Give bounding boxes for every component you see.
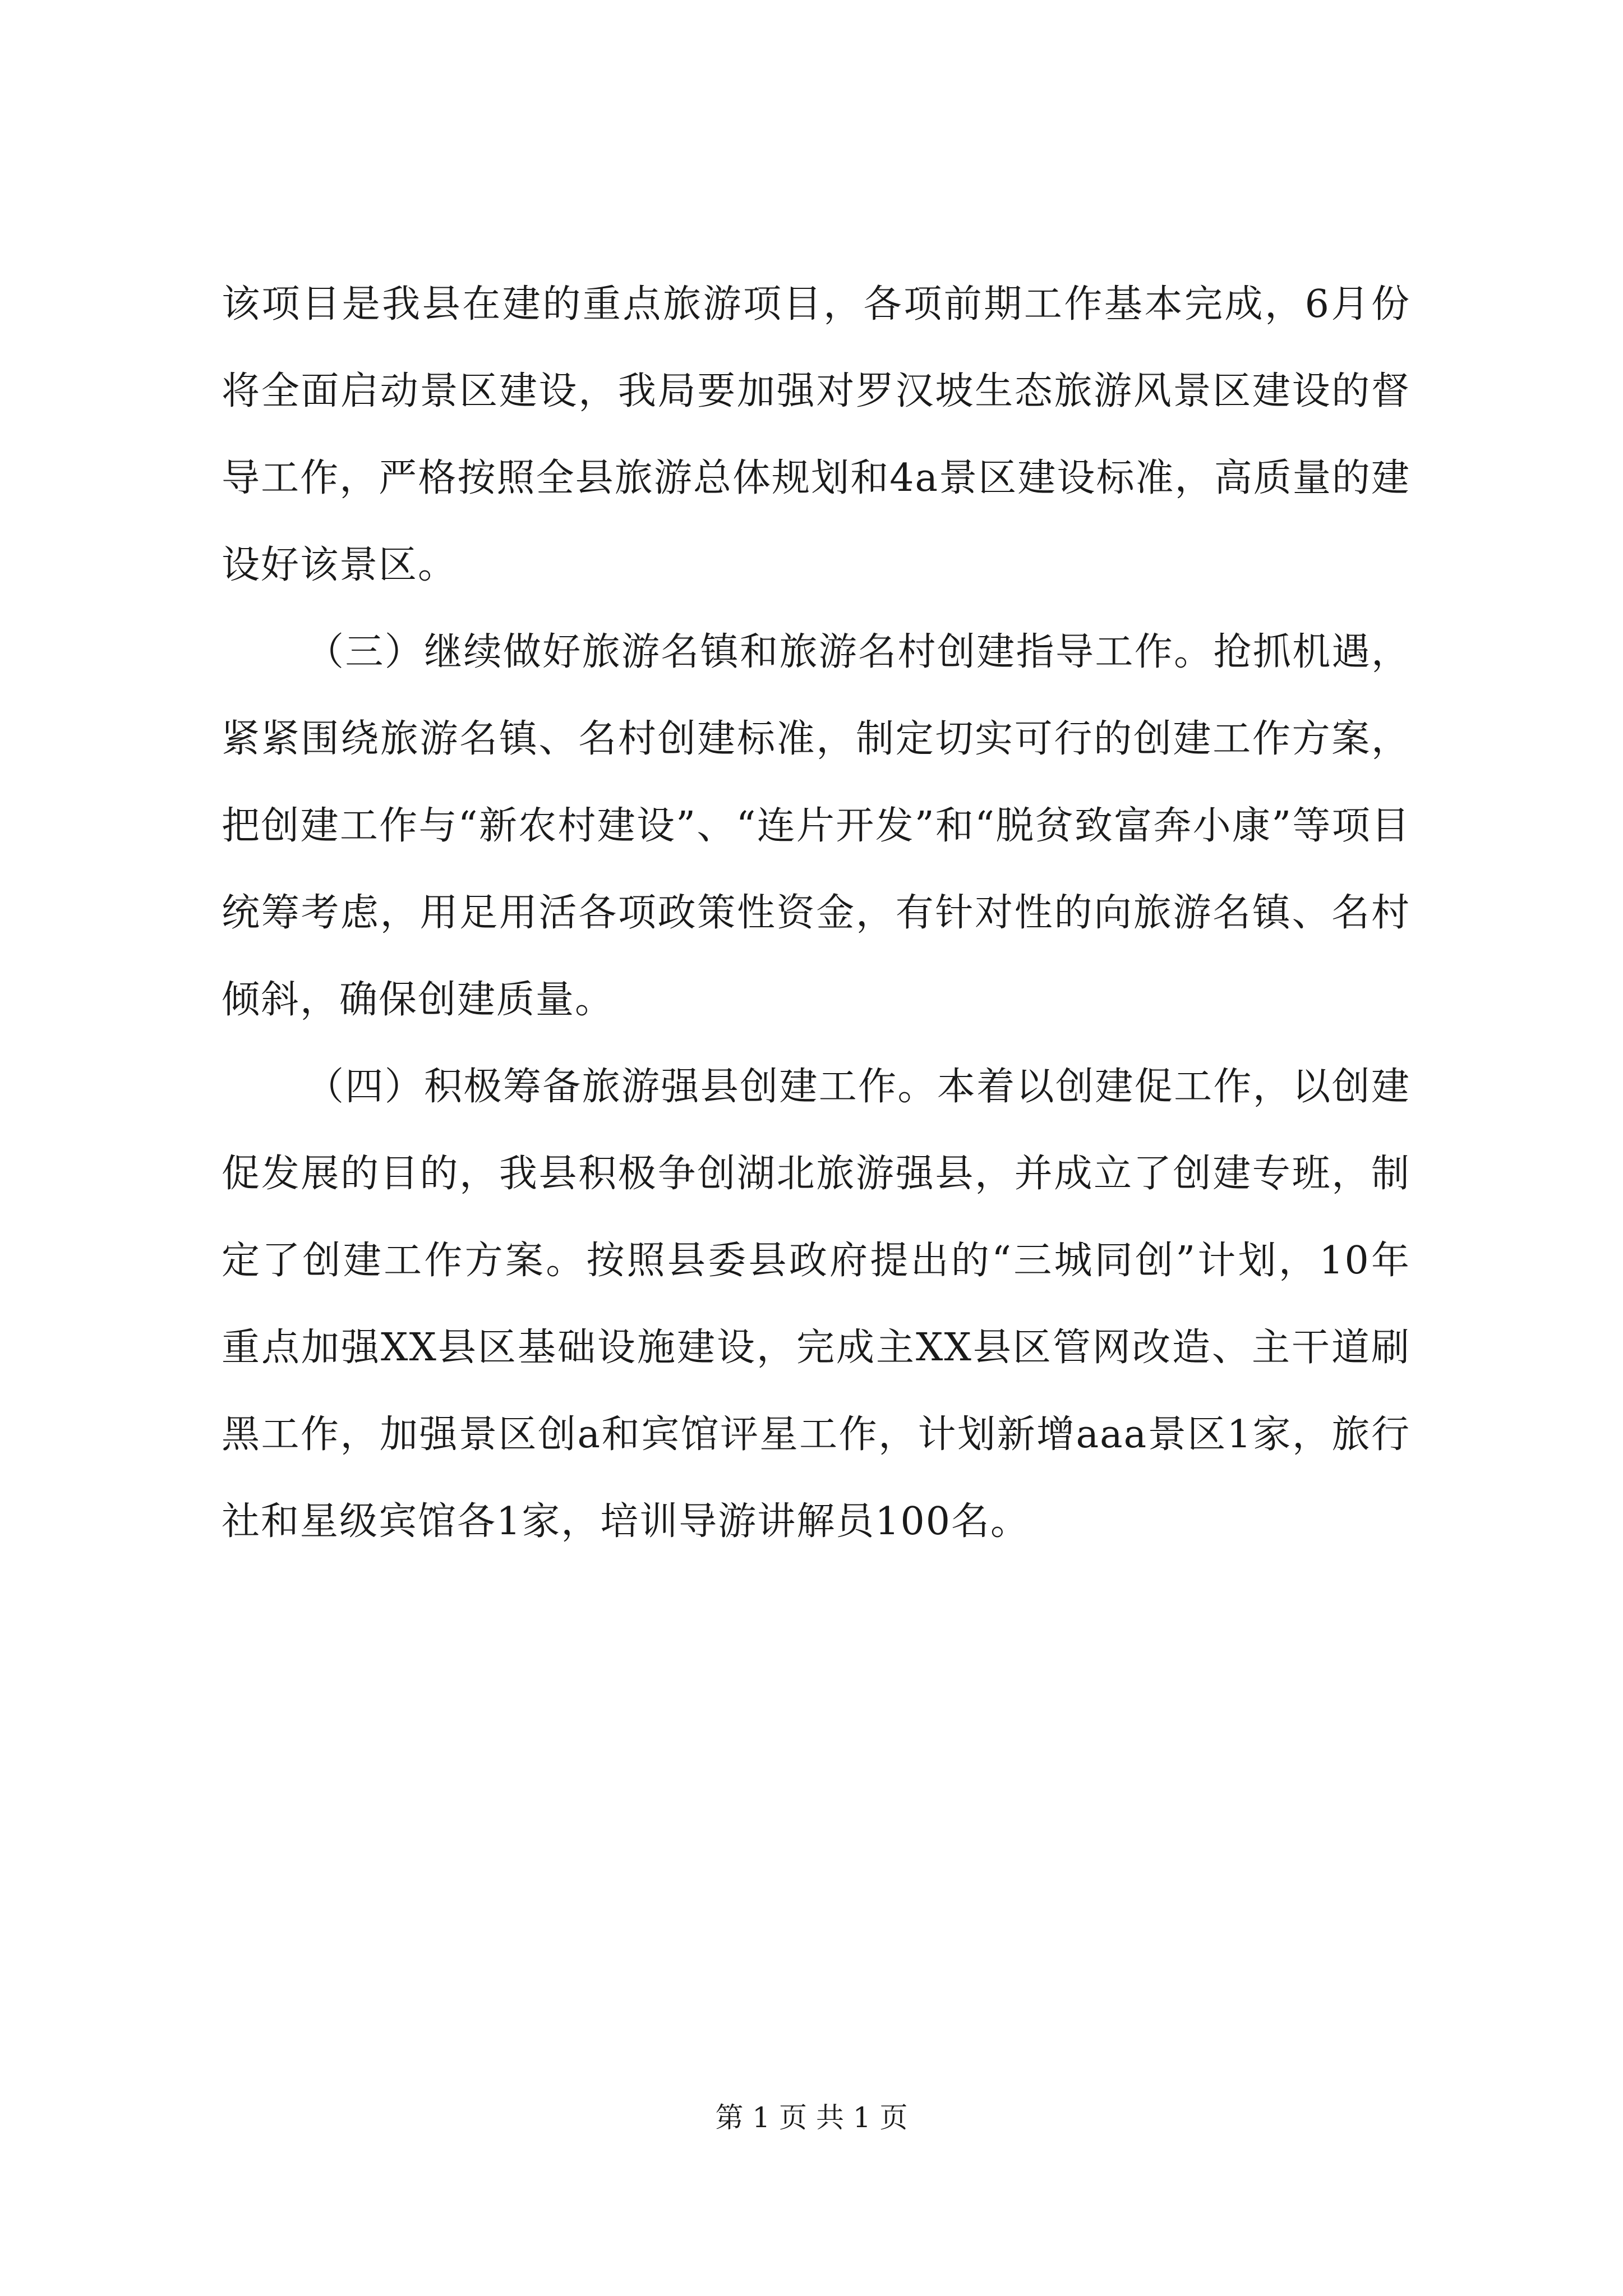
paragraph-1: 该项目是我县在建的重点旅游项目，各项前期工作基本完成，6月份将全面启动景区建设，我局要加强对罗汉坡生态旅游风景区建设的督导工作，严格按照全县旅游总体规划和4a景区建设标准，高质量的建设好该景区。 [222, 282, 1410, 587]
document-body [222, 261, 1410, 1565]
paragraph-3: （四）积极筹备旅游强县创建工作。本着以创建促工作，以创建促发展的目的，我县积极争创湖北旅游强县，并成立了创建专班，制定了创建工作方案。按照县委县政府提出的“三城同创”计划，10年重点加强XX县区基础设施建设，完成主XX县区管网改造、主干道刷黑工作，加强景区创a和宾馆评星工作，计划新增aaa景区1家，旅行社和星级宾馆各1家，培训导游讲解员100名。 [222, 1065, 1410, 1544]
paragraph-2: （三）继续做好旅游名镇和旅游名村创建指导工作。抢抓机遇，紧紧围绕旅游名镇、名村创建标准，制定切实可行的创建工作方案，把创建工作与“新农村建设”、“连片开发”和“脱贫致富奔小康”等项目统筹考虑，用足用活各项政策性资金，有针对性的向旅游名镇、名村倾斜，确保创建质量。 [222, 630, 1410, 1022]
page-footer: 第 1 页 共 1 页 [715, 2101, 908, 2134]
